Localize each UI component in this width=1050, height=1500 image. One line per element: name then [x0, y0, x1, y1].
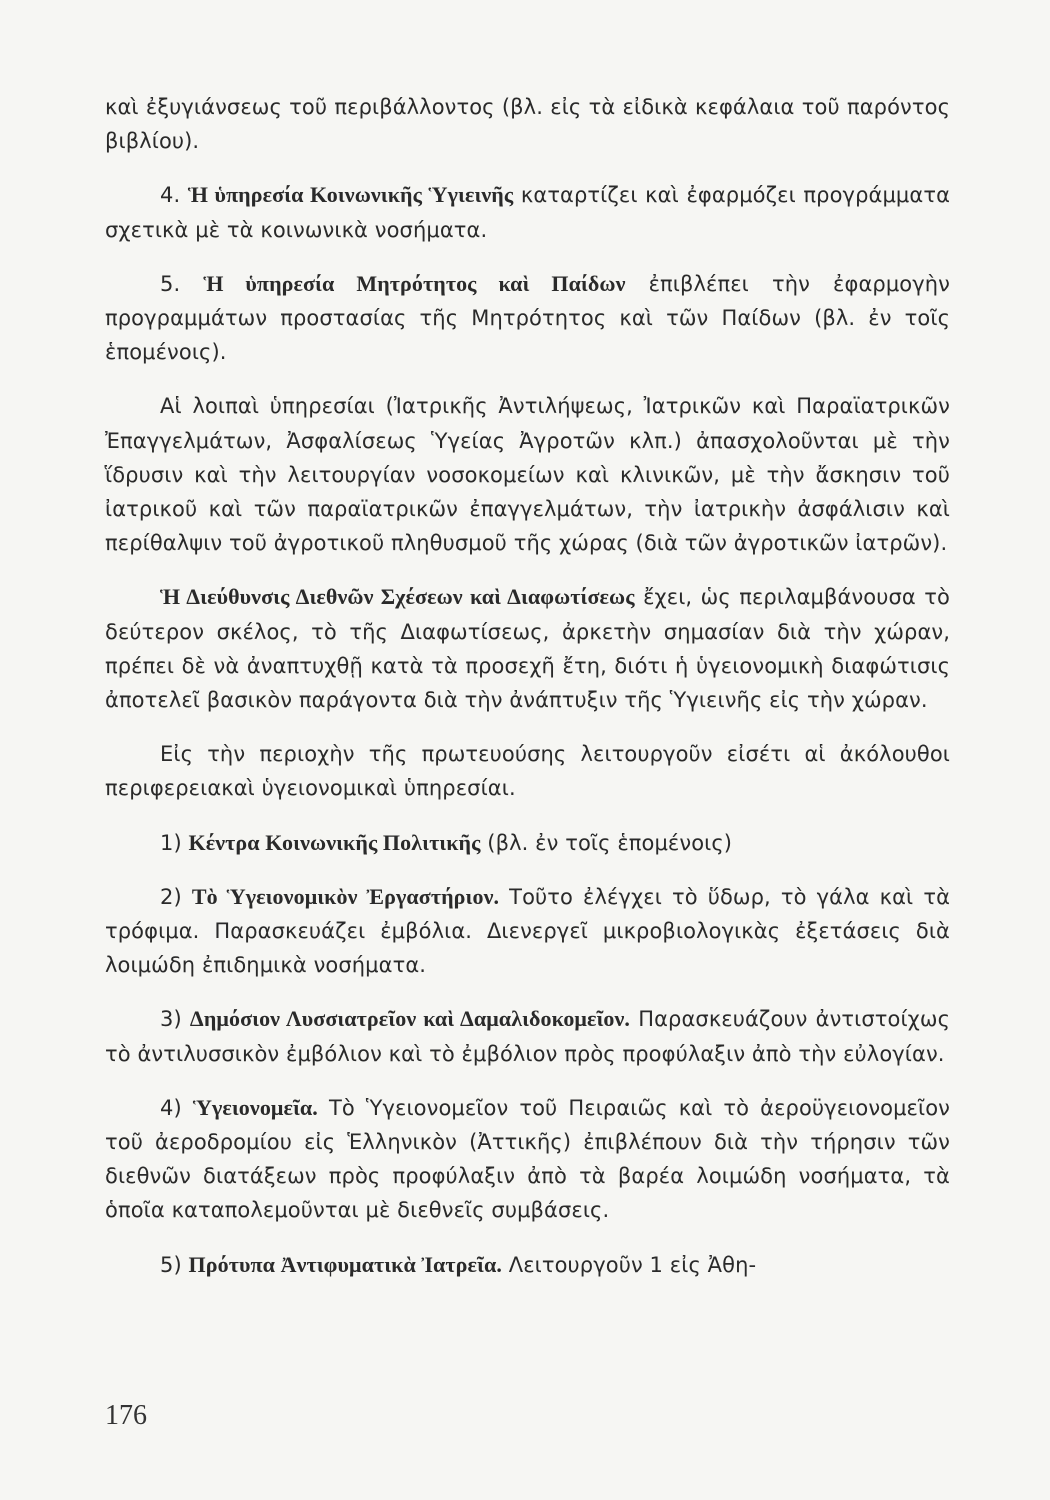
- list-heading: Πρότυπα Ἀντιφυματικὰ Ἰατρεῖα.: [188, 1251, 502, 1277]
- paragraph-capital-services: [105, 737, 950, 805]
- list-heading: Δημόσιον Λυσσιατρεῖον καὶ Δαμαλιδοκομεῖον.: [189, 1006, 631, 1032]
- paragraph-number: 4.: [160, 183, 188, 208]
- page-number: 176: [105, 1400, 147, 1431]
- list-text: Τὸ Ὑγειονομεῖον τοῦ Πειραιῶς καὶ τὸ ἀεροϋγειονομεῖον τοῦ ἀεροδρομίου εἰς Ἑλληνικὸν (Ἀττικῆς) ἐπιβλέπουν διὰ τὴν τήρησιν τῶν διεθνῶν διατάξεων πρὸς προφύλαξιν ἀπὸ τὰ βαρέα λοιμώδη νοσήματα, τὰ ὁποῖα καταπολεμοῦνται μὲ διεθνεῖς συμβάσεις.: [105, 1095, 950, 1223]
- paragraph-text: Αἱ λοιπαὶ ὑπηρεσίαι (Ἰατρικῆς Ἀντιλήψεως, Ἰατρικῶν καὶ Παραϊατρικῶν Ἐπαγγελμάτων, Ἀσφαλίσεως Ὑγείας Ἀγροτῶν κλπ.) ἀπασχολοῦνται μὲ τὴν ἵδρυσιν καὶ τὴν λειτουργίαν νοσοκομείων καὶ κλινικῶν, μὲ τὴν ἄσκησιν τοῦ ἰατρικοῦ καὶ τῶν παραϊατρικῶν ἐπαγγελμάτων, τὴν ἰατρικὴν ἀσφάλισιν καὶ περίθαλψιν τοῦ ἀγροτικοῦ πληθυσμοῦ τῆς χώρας (διὰ τῶν ἀγροτικῶν ἰατρῶν).: [105, 394, 950, 556]
- list-heading: Ὑγειονομεῖα.: [192, 1094, 318, 1120]
- paragraph-maternity: [105, 267, 950, 370]
- list-heading: Κέντρα Κοινωνικῆς Πολιτικῆς: [188, 829, 481, 855]
- list-item-health-laboratory: [105, 880, 950, 983]
- list-heading: Τὸ Ὑγειονομικὸν Ἐργαστήριον.: [191, 883, 500, 909]
- list-number: 5): [160, 1252, 189, 1277]
- paragraph-text: ἐπιβλέπει τὴν ἐφαρμογὴν προγραμμάτων προστασίας τῆς Μητρότητος καὶ τῶν Παίδων (βλ. ἐν τοῖς ἑπομένοις).: [105, 271, 951, 365]
- paragraph-heading: Ἡ ὑπηρεσία Κοινωνικῆς Ὑγιεινῆς: [187, 182, 514, 208]
- paragraph-text: καταρτίζει καὶ ἐφαρμόζει προγράμματα σχετικὰ μὲ τὰ κοινωνικὰ νοσήματα.: [105, 183, 951, 242]
- paragraph-text: ἔχει, ὡς περιλαμβάνουσα τὸ δεύτερον σκέλος, τὸ τῆς Διαφωτίσεως, ἀρκετὴν σημασίαν διὰ τὴν χώραν, πρέπει δὲ νὰ ἀναπτυχθῇ κατὰ τὰ προσεχῆ ἔτη, διότι ἡ ὑγειονομικὴ διαφώτισις ἀποτελεῖ βασικὸν παράγοντα διὰ τὴν ἀνάπτυξιν τῆς Ὑγιεινῆς εἰς τὴν χώραν.: [105, 585, 950, 713]
- paragraph-text: Εἰς τὴν περιοχὴν τῆς πρωτευούσης λειτουργοῦν εἰσέτι αἱ ἀκόλουθοι περιφερειακαὶ ὑγειονομικαὶ ὑπηρεσίαι.: [105, 742, 950, 801]
- paragraph-number: 5.: [160, 271, 204, 296]
- paragraph-other-services: [105, 389, 950, 560]
- list-number: 3): [160, 1007, 190, 1032]
- list-item-rabies-vaccine-institute: [105, 1002, 950, 1070]
- list-number: 2): [160, 884, 192, 909]
- paragraph-heading: Ἡ Διεύθυνσις Διεθνῶν Σχέσεων καὶ Διαφωτίσεως: [160, 584, 635, 610]
- list-text: (βλ. ἐν τοῖς ἑπομένοις): [480, 830, 733, 855]
- page-body: [105, 90, 950, 1302]
- list-item-tuberculosis-clinics: [105, 1248, 950, 1282]
- list-text: Παρασκευάζουν ἀντιστοίχως τὸ ἀντιλυσσικὸν ἐμβόλιον καὶ τὸ ἐμβόλιον πρὸς προφύλαξιν ἀπὸ τὴν εὐλογίαν.: [105, 1007, 951, 1066]
- list-item-social-policy-centers: [105, 826, 950, 860]
- paragraph-continuation: [105, 90, 950, 158]
- list-number: 4): [160, 1095, 193, 1120]
- paragraph-international-relations: [105, 580, 950, 717]
- paragraph-social-hygiene: [105, 178, 950, 246]
- list-text: Τοῦτο ἐλέγχει τὸ ὕδωρ, τὸ γάλα καὶ τὰ τρόφιμα. Παρασκευάζει ἐμβόλια. Διενεργεῖ μικροβιολογικὰς ἐξετάσεις διὰ λοιμώδη ἐπιδημικὰ νοσήματα.: [105, 884, 951, 978]
- paragraph-heading: Ἡ ὑπηρεσία Μητρότητος καὶ Παίδων: [203, 270, 626, 296]
- list-text: Λειτουργοῦν 1 εἰς Ἀθη-: [501, 1252, 757, 1277]
- list-number: 1): [160, 830, 189, 855]
- list-item-health-stations: [105, 1091, 950, 1228]
- paragraph-text: καὶ ἐξυγιάνσεως τοῦ περιβάλλοντος (βλ. εἰς τὰ εἰδικὰ κεφάλαια τοῦ παρόντος βιβλίου).: [105, 95, 950, 154]
